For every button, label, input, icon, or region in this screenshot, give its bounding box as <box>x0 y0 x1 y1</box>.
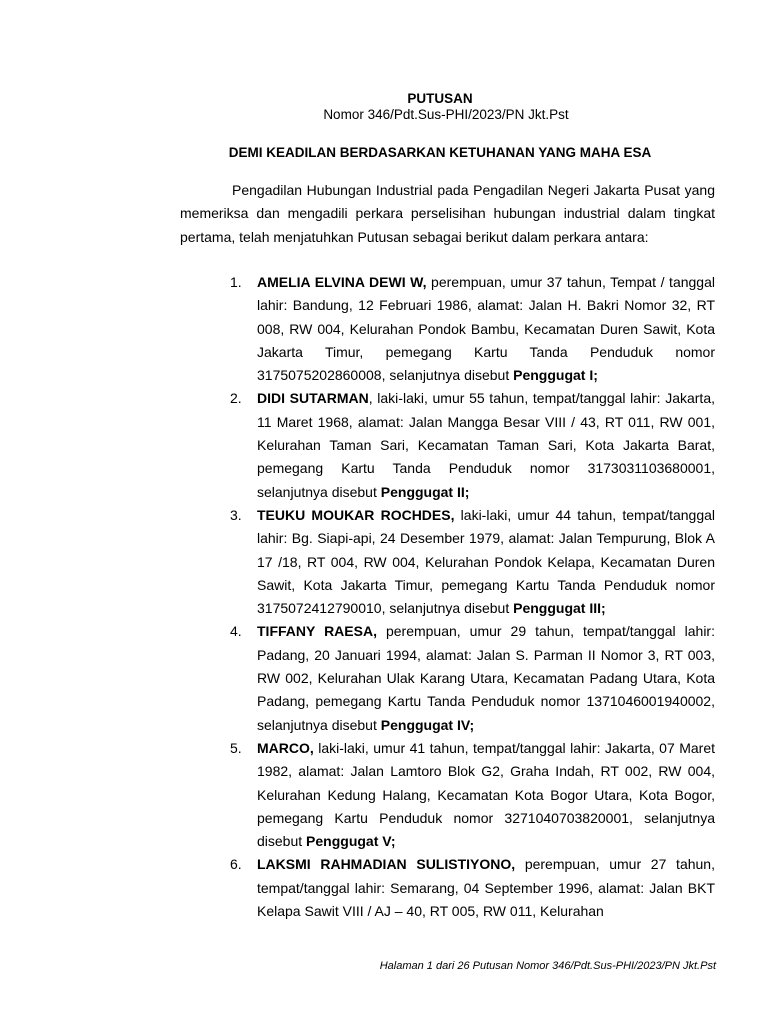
party-role: Penggugat II; <box>380 483 470 500</box>
invocation-heading: DEMI KEADILAN BERDASARKAN KETUHANAN YANG MAHA ESA <box>228 145 652 160</box>
party-number: 3. <box>230 506 242 523</box>
party-details: perempuan, umur 27 tahun, tempat/tanggal lahir: Semarang, 04 September 1996, alamat: Jalan BKT Kelapa Sawit VIII / AJ – 40, RT 005, RW 011, Kelurahan <box>257 856 715 920</box>
intro-text: Pengadilan Hubungan Industrial pada Pengadilan Negeri Jakarta Pusat yang memeriksa dan mengadili perkara perselisihan hubungan industrial dalam tingkat pertama, telah menjatuhkan Putusan sebagai berikut dalam perkara antara: <box>180 182 715 245</box>
party-role: Penggugat III; <box>513 600 606 617</box>
party-item <box>180 387 715 503</box>
party-details: , laki-laki, umur 55 tahun, tempat/tanggal lahir: Jakarta, 11 Maret 1968, alamat: Jalan Mangga Besar VIII / 43, RT 011, RW 001, Kelurahan Taman Sari, Kecamatan Taman Sari, Kota Jakarta Barat, pemegang Kartu Tanda Penduduk nomor 3173031103680001, selanjutnya disebut <box>257 390 715 500</box>
party-details: perempuan, umur 37 tahun, Tempat / tanggal lahir: Bandung, 12 Februari 1986, alamat: Jalan H. Bakri Nomor 32, RT 008, RW 004, Kelurahan Pondok Bambu, Kecamatan Duren Sawit, Kota Jakarta Timur, pemegang Kartu Tanda Penduduk nomor 3175075202860008, selanjutnya disebut <box>257 274 715 384</box>
party-number: 2. <box>230 390 242 407</box>
party-item <box>180 853 715 923</box>
party-number: 5. <box>230 739 242 756</box>
party-details: laki-laki, umur 41 tahun, tempat/tanggal lahir: Jakarta, 07 Maret 1982, alamat: Jalan Lamtoro Blok G2, Graha Indah, RT 002, RW 004, Kelurahan Kedung Halang, Kecamatan Kota Bogor Utara, Kota Bogor, pemegang Kartu Penduduk nomor 3271040703820001, selanjutnya disebut <box>257 739 715 850</box>
party-name: DIDI SUTARMAN <box>257 390 369 407</box>
party-number: 1. <box>230 274 242 290</box>
party-details: perempuan, umur 29 tahun, tempat/tanggal lahir: Padang, 20 Januari 1994, alamat: Jalan S. Parman II Nomor 3, RT 003, RW 002, Kelurahan Ulak Karang Utara, Kecamatan Padang Utara, Kota Padang, pemegang Kartu Tanda Penduduk nomor 1371046001940002, selanjutnya disebut <box>257 623 715 733</box>
party-name: AMELIA ELVINA DEWI W, <box>257 274 427 290</box>
party-role: Penggugat IV; <box>380 716 475 733</box>
party-name: LAKSMI RAHMADIAN SULISTIYONO, <box>257 856 516 873</box>
party-details: laki-laki, umur 44 tahun, tempat/tanggal lahir: Bg. Siapi-api, 24 Desember 1979, alamat: Jalan Tempurung, Blok A 17 /18, RT 004, RW 004, Kelurahan Pondok Kelapa, Kecamatan Duren Sawit, Kota Jakarta Timur, pemegang Kartu Tanda Penduduk nomor 3175072412790010, selanjutnya disebut <box>257 506 715 617</box>
party-item <box>180 737 715 853</box>
party-name: MARCO, <box>257 739 314 756</box>
party-item <box>180 504 715 620</box>
page-footer: Halaman 1 dari 26 Putusan Nomor 346/Pdt.Sus-PHI/2023/PN Jkt.Pst <box>379 960 716 972</box>
intro-paragraph <box>180 179 715 249</box>
party-name: TIFFANY RAESA, <box>257 623 377 640</box>
party-item <box>180 620 715 736</box>
parties-list <box>180 271 715 923</box>
document-title: PUTUSAN <box>407 91 473 106</box>
case-number: Nomor 346/Pdt.Sus-PHI/2023/PN Jkt.Pst <box>323 107 569 122</box>
party-number: 6. <box>230 856 242 873</box>
party-number: 4. <box>230 623 242 640</box>
party-item <box>180 271 715 387</box>
party-role: Penggugat I; <box>513 367 598 384</box>
party-name: TEUKU MOUKAR ROCHDES, <box>257 506 455 523</box>
party-role: Penggugat V; <box>306 833 396 850</box>
